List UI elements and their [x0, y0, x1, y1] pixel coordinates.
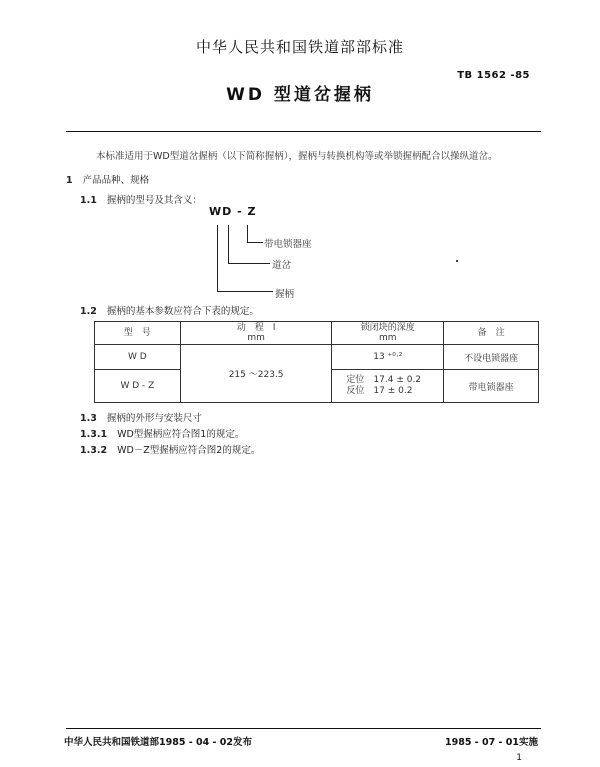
footer-rule [66, 728, 541, 729]
section-title: WD型握柄应符合图1的规定。 [117, 429, 245, 440]
header-stroke: 动 程 l mm [180, 322, 332, 345]
section-number: 1.3.1 [80, 429, 108, 440]
section-1-1 [80, 192, 202, 206]
header-remark: 备 注 [444, 322, 539, 345]
effective-date: 1985 - 07 - 01实施 [445, 737, 538, 748]
diagram-label-electric-lock: 带电锁器座 [264, 239, 312, 250]
section-number: 1.3 [80, 413, 97, 424]
diagram-line [217, 225, 218, 291]
scan-speck [456, 260, 458, 262]
section-1-3-2 [80, 442, 260, 456]
header-depth: 锁闭块的深度 mm [332, 322, 444, 345]
issue-date: 中华人民共和国铁道部1985 - 04 - 02发布 [64, 737, 252, 748]
diagram-label-switch: 道岔 [272, 260, 292, 271]
cell-remark: 带电锁器座 [444, 370, 539, 403]
cell-model: W D [95, 345, 181, 370]
header-rule [66, 131, 541, 132]
cell-depth: 定位 17.4 ± 0.2 反位 17 ± 0.2 [332, 370, 444, 403]
diagram-line [217, 291, 273, 292]
diagram-line [247, 242, 263, 243]
table-header-row [95, 322, 539, 345]
section-title: 握柄的型号及其含义： [106, 195, 202, 206]
standard-code: TB 1562 -85 [457, 70, 530, 81]
parameter-table [94, 321, 539, 403]
cell-stroke: 215 ～223.5 [180, 345, 332, 403]
section-title: 握柄的外形与安装尺寸 [106, 413, 202, 424]
intro-paragraph: 本标准适用于WD型道岔握柄（以下简称握柄），握柄与转换机构等或举锁握柄配合以操纵道岔。 [96, 151, 498, 162]
diagram-model-code: WD - Z [209, 205, 257, 218]
section-1-3-1 [80, 426, 244, 440]
section-1-3 [80, 410, 202, 424]
table-row [95, 345, 539, 370]
diagram-label-lever: 握柄 [275, 289, 295, 300]
section-1 [66, 172, 149, 186]
section-number: 1.1 [80, 195, 97, 206]
section-title: 握柄的基本参数应符合下表的规定。 [106, 306, 259, 317]
document-title: WD 型道岔握柄 [226, 85, 374, 105]
header-model: 型 号 [95, 322, 181, 345]
issuing-authority: 中华人民共和国铁道部部标准 [195, 38, 404, 56]
section-number: 1 [66, 175, 73, 186]
section-title: WD－Z型握柄应符合图2的规定。 [117, 445, 261, 456]
diagram-line [228, 225, 229, 263]
diagram-line [247, 225, 248, 242]
model-code-diagram [200, 203, 360, 303]
diagram-line [228, 263, 270, 264]
section-number: 1.3.2 [80, 445, 108, 456]
page-number: 1 [516, 753, 522, 763]
section-1-2 [80, 303, 259, 317]
cell-remark: 不设电锁器座 [444, 345, 539, 370]
cell-model: W D - Z [95, 370, 181, 403]
section-number: 1.2 [80, 306, 97, 317]
cell-depth: 13 ⁺⁰·² [332, 345, 444, 370]
section-title: 产品品种、规格 [82, 175, 150, 186]
